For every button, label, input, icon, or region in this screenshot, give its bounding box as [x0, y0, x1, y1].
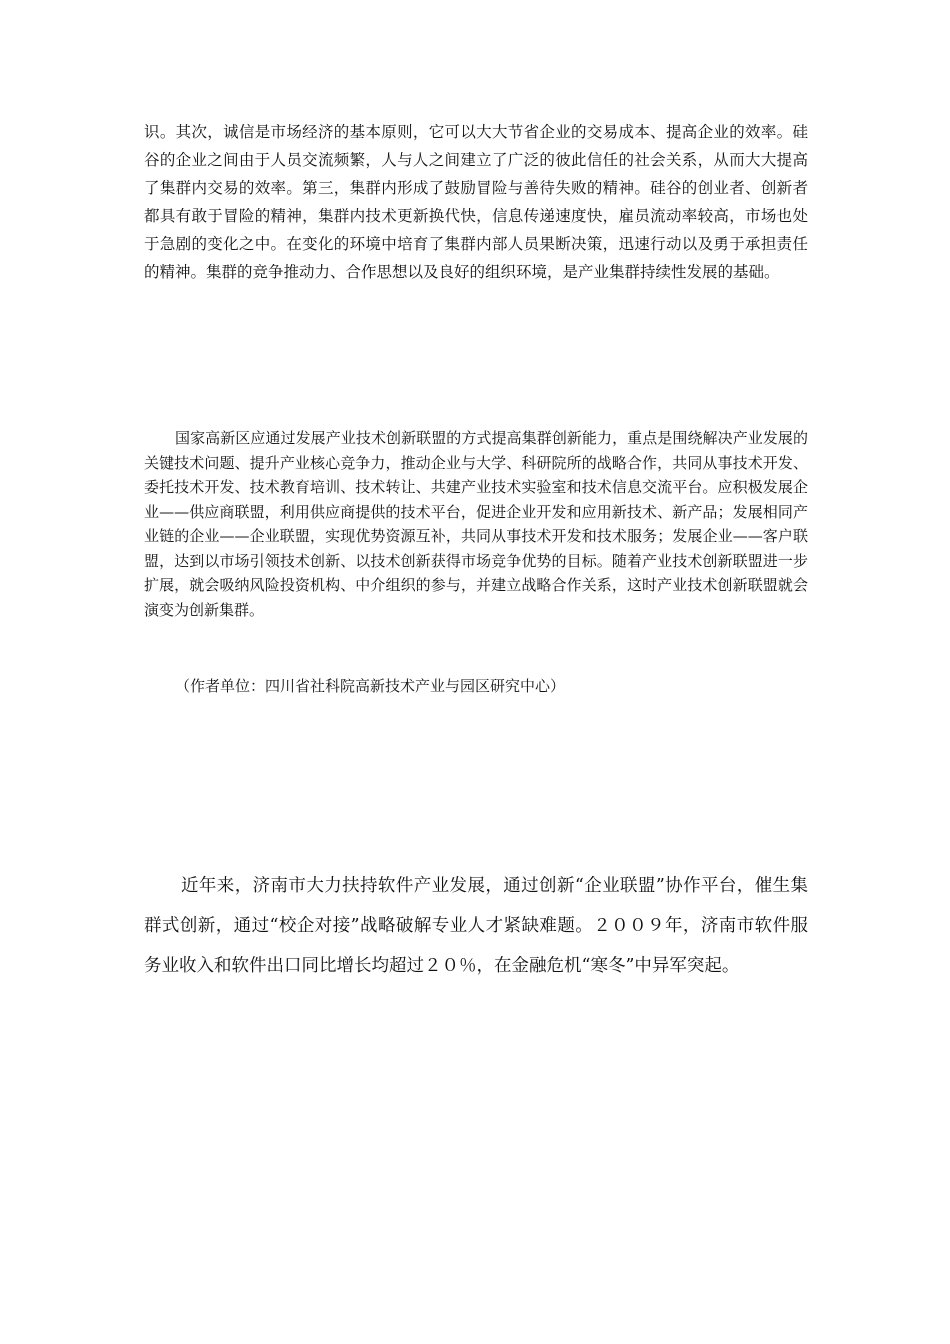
- paragraph-jinan-software: 近年来，济南市大力扶持软件产业发展，通过创新“企业联盟”协作平台，催生集群式创新，通过“校企对接”战略破解专业人才紧缺难题。２００９年，济南市软件服务业收入和软件出口同比增长均超过２０％，在金融危机“寒冬”中异军突起。: [144, 876, 808, 976]
- author-affiliation: （作者单位：四川省社科院高新技术产业与园区研究中心）: [175, 677, 566, 695]
- paragraph-innovation-alliance: 国家高新区应通过发展产业技术创新联盟的方式提高集群创新能力，重点是围绕解决产业发展的关键技术问题、提升产业核心竞争力，推动企业与大学、科研院所的战略合作，共同从事技术开发、委托技术开发、技术教育培训、技术转让、共建产业技术实验室和技术信息交流平台。应积极发展企业——供应商联盟，利用供应商提供的技术平台，促进企业开发和应用新技术、新产品；发展相同产业链的企业——企业联盟，实现优势资源互补，共同从事技术开发和技术服务；发展企业——客户联盟，达到以市场引领技术创新、以技术创新获得市场竞争优势的目标。随着产业技术创新联盟进一步扩展，就会吸纳风险投资机构、中介组织的参与，并建立战略合作关系，这时产业技术创新联盟就会演变为创新集群。: [144, 429, 808, 619]
- paragraph-trust-and-culture: 识。其次，诚信是市场经济的基本原则，它可以大大节省企业的交易成本、提高企业的效率。硅谷的企业之间由于人员交流频繁，人与人之间建立了广泛的彼此信任的社会关系，从而大大提高了集群内交易的效率。第三，集群内形成了鼓励冒险与善待失败的精神。硅谷的创业者、创新者都具有敢于冒险的精神，集群内技术更新换代快，信息传递速度快，雇员流动率较高，市场也处于急剧的变化之中。在变化的环境中培育了集群内部人员果断决策，迅速行动以及勇于承担责任的精神。集群的竞争推动力、合作思想以及良好的组织环境，是产业集群持续性发展的基础。: [144, 123, 808, 281]
